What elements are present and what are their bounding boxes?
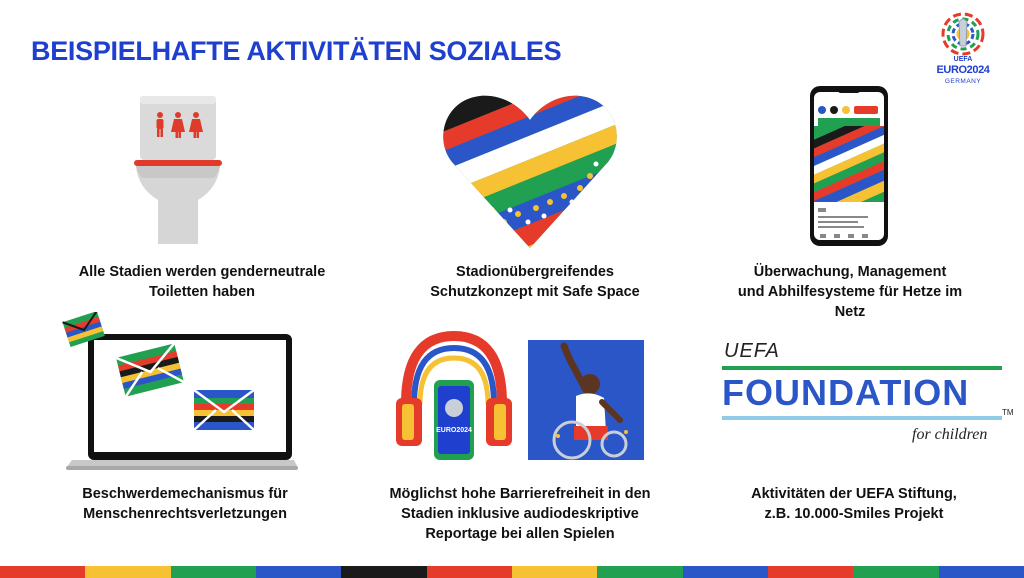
toilet-icon bbox=[130, 92, 224, 246]
caption-complaints: Beschwerdemechanismus für Menschenrechtsverletzungen bbox=[82, 486, 288, 522]
uefa-foundation-logo bbox=[722, 338, 1012, 450]
envelope-icon-3 bbox=[194, 390, 254, 430]
stripe-segment bbox=[853, 566, 938, 578]
stripe-segment bbox=[0, 566, 85, 578]
logo-event-text: EURO2024 bbox=[936, 64, 990, 76]
foundation-bottom-line bbox=[722, 414, 1002, 422]
caption-foundation: Aktivitäten der UEFA Stiftung, z.B. 10.000-Smiles Projekt bbox=[751, 486, 957, 522]
euro2024-logo bbox=[925, 10, 1001, 96]
stripe-segment bbox=[597, 566, 682, 578]
caption-safe-space: Stadionübergreifendes Schutzkonzept mit Safe Space bbox=[430, 264, 640, 300]
heart-icon bbox=[440, 90, 620, 250]
stripe-segment bbox=[512, 566, 597, 578]
logo-country-text: GERMANY bbox=[944, 78, 982, 85]
foundation-bottom-text: for children bbox=[912, 426, 988, 443]
stripe-segment bbox=[85, 566, 170, 578]
caption-hate-speech: Überwachung, Management und Abhilfesysteme für Hetze im Netz bbox=[737, 264, 963, 320]
slide-title: BEISPIELHAFTE AKTIVITÄTEN SOZIALES bbox=[31, 36, 562, 66]
caption-toilets: Alle Stadien werden genderneutrale Toiletten haben bbox=[78, 264, 326, 300]
bottom-color-stripe bbox=[0, 566, 1024, 578]
wheelchair-athlete-icon bbox=[528, 340, 644, 460]
trophy-icon bbox=[939, 12, 987, 58]
laptop-envelopes-icon bbox=[62, 312, 300, 472]
stripe-segment bbox=[683, 566, 768, 578]
logo-brand-text: UEFA bbox=[953, 56, 973, 63]
stripe-segment bbox=[939, 566, 1024, 578]
foundation-word-text: FOUNDATION bbox=[722, 372, 970, 413]
stripe-segment bbox=[341, 566, 426, 578]
stripe-segment bbox=[768, 566, 853, 578]
foundation-top-line bbox=[722, 364, 1002, 372]
stripe-segment bbox=[171, 566, 256, 578]
foundation-word bbox=[722, 372, 969, 414]
foundation-trademark: TM bbox=[1002, 408, 1014, 417]
caption-accessibility: Möglichst hohe Barrierefreiheit in den Stadien inklusive audiodeskriptive Reportage bei allen Spielen bbox=[389, 486, 651, 542]
headphones-icon bbox=[394, 326, 514, 466]
smartphone-icon bbox=[808, 84, 890, 248]
stripe-segment bbox=[256, 566, 341, 578]
stripe-segment bbox=[427, 566, 512, 578]
foundation-top-text: UEFA bbox=[724, 340, 780, 362]
phone-app-label: EURO2024 bbox=[436, 427, 472, 434]
